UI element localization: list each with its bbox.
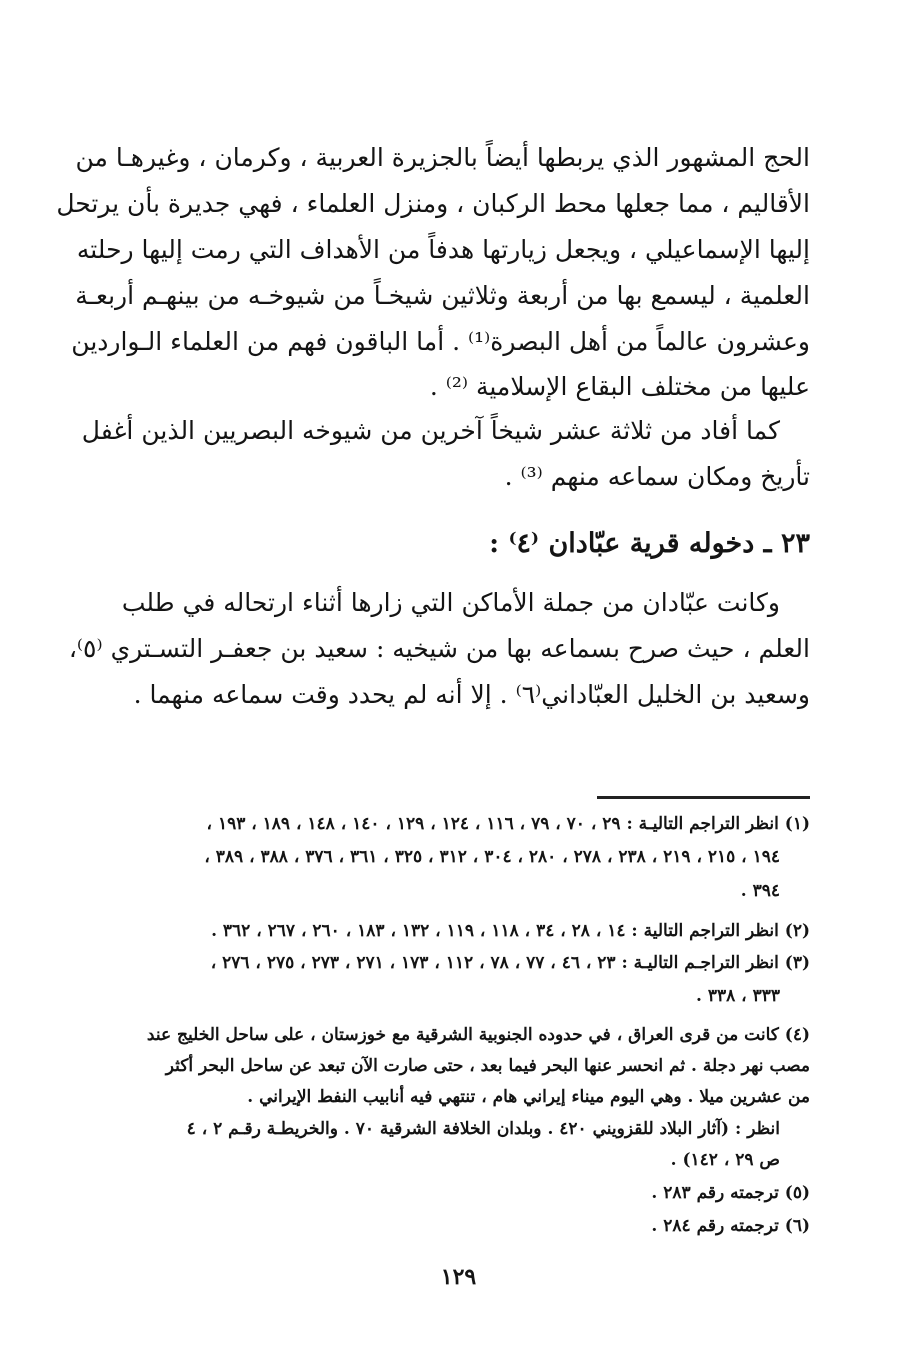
footnote-line: (٤) كانت من قرى العراق ، في حدوده الجنوبية الشرقية مع خوزستان ، على ساحل الخليج عند	[146, 1025, 810, 1045]
body-text-line: كما أفاد من ثلاثة عشر شيخاً آخرين من شيوخه البصريين الذين أغفل	[81, 416, 780, 445]
body-text-line: إليها الإسماعيلي ، ويجعل زيارتها هدفاً من الأهداف التي رمت إليها رحلته	[76, 235, 810, 264]
footnote-separator	[597, 796, 810, 799]
body-text-line: الحج المشهور الذي يربطها أيضاً بالجزيرة العربية ، وكرمان ، وغيرهـا من	[75, 143, 810, 172]
body-text-line: وكانت عبّادان من جملة الأماكن التي زارها أثناء ارتحاله في طلب	[121, 588, 780, 617]
footnote-line: (٢) انظر التراجم التالية : ١٤ ، ٢٨ ، ٣٤ ، ١١٨ ، ١١٩ ، ١٣٢ ، ١٨٣ ، ٢٦٠ ، ٢٦٧ ، ٣٦٢ .	[211, 921, 810, 941]
body-text-line: تأريخ ومكان سماعه منهم ⁽³⁾ .	[504, 462, 810, 491]
footnote-line: من عشرين ميلا . وهي اليوم ميناء إيراني هام ، تنتهي فيه أنابيب النفط الإيراني .	[247, 1087, 810, 1107]
footnote-line: ٣٩٤ .	[740, 881, 780, 901]
body-text-line: عليها من مختلف البقاع الإسلامية ⁽²⁾ .	[429, 372, 810, 401]
section-heading: ٢٣ ـ دخوله قرية عبّادان ⁽٤⁾ :	[489, 528, 810, 559]
footnote-line: ص ٢٩ ، ١٤٢) .	[670, 1150, 780, 1170]
footnote-line: (٦) ترجمته رقم ٢٨٤ .	[651, 1216, 810, 1236]
page-number: ١٢٩	[440, 1264, 477, 1290]
body-text-line: وسعيد بن الخليل العبّاداني⁽٦⁾ . إلا أنه لم يحدد وقت سماعه منهما .	[133, 680, 810, 709]
footnote-line: ٣٣٣ ، ٣٣٨ .	[696, 986, 780, 1006]
body-text-line: العلم ، حيث صرح بسماعه بها من شيخيه : سعيد بن جعفـر التسـتري ⁽٥⁾،	[68, 634, 810, 663]
footnote-line: انظر : (آثار البلاد للقزويني ٤٢٠ . وبلدان الخلافة الشرقية ٧٠ . والخريطـة رقـم ٢ ، ٤	[186, 1119, 780, 1139]
footnote-line: (١) انظر التراجم التاليـة : ٢٩ ، ٧٠ ، ٧٩ ، ١١٦ ، ١٢٤ ، ١٢٩ ، ١٤٠ ، ١٤٨ ، ١٨٩ ، ١٩٣ ،	[206, 814, 810, 834]
footnote-line: ١٩٤ ، ٢١٥ ، ٢١٩ ، ٢٣٨ ، ٢٧٨ ، ٢٨٠ ، ٣٠٤ ، ٣١٢ ، ٣٢٥ ، ٣٦١ ، ٣٧٦ ، ٣٨٨ ، ٣٨٩ ،	[204, 847, 780, 867]
body-text-line: العلمية ، ليسمع بها من أربعة وثلاثين شيخـاً من شيوخـه من بينهـم أربعـة	[75, 281, 810, 310]
body-text-line: وعشرون عالماً من أهل البصرة⁽¹⁾ . أما الباقون فهم من العلماء الـواردين	[71, 327, 810, 356]
footnote-line: (٥) ترجمته رقم ٢٨٣ .	[651, 1183, 810, 1203]
footnote-line: (٣) انظر التراجـم التاليـة : ٢٣ ، ٤٦ ، ٧٧ ، ٧٨ ، ١١٢ ، ١٧٣ ، ٢٧١ ، ٢٧٣ ، ٢٧٥ ، ٢٧٦ ،	[210, 953, 810, 973]
body-text-line: الأقاليم ، مما جعلها محط الركبان ، ومنزل العلماء ، فهي جديرة بأن يرتحل	[56, 189, 810, 218]
footnote-line: مصب نهر دجلة . ثم انحسر عنها البحر فيما بعد ، حتى صارت الآن تبعد عن ساحل البحر أكثر	[165, 1056, 810, 1076]
